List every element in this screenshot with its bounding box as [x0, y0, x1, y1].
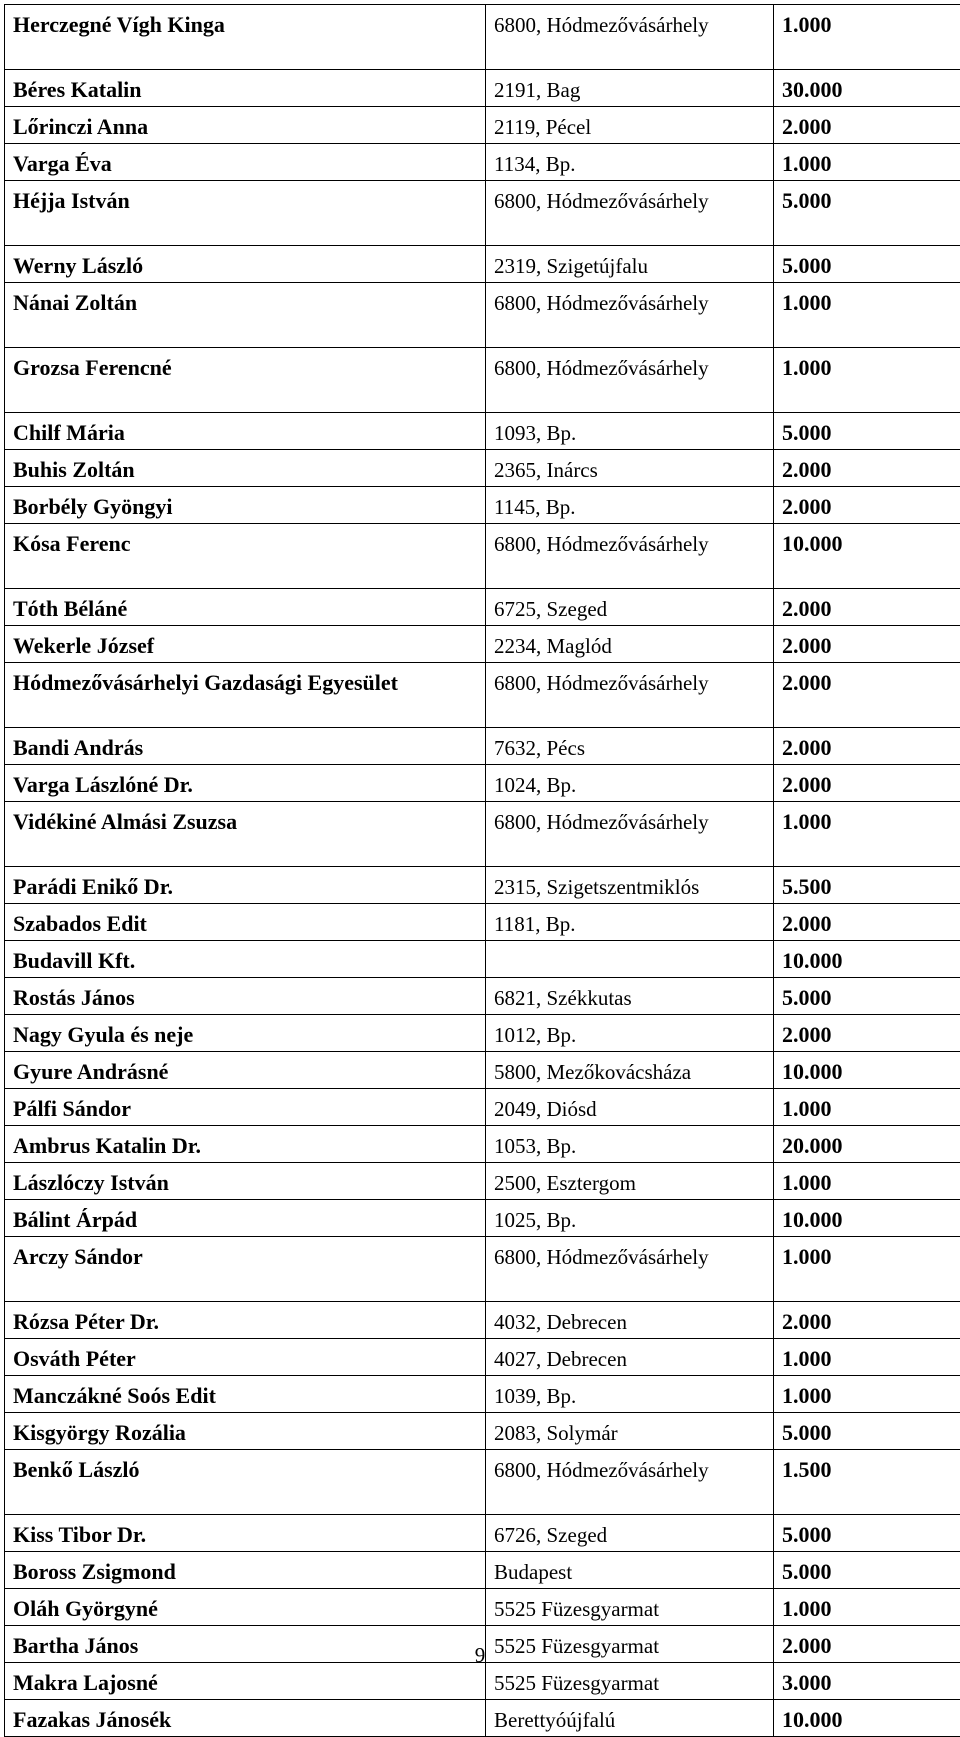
donor-table-body: [5, 5, 960, 1737]
donor-amount: 2.000: [782, 735, 832, 760]
donor-name-cell: [5, 941, 486, 978]
donor-name: Kiss Tibor Dr.: [13, 1522, 146, 1547]
donor-city-cell: [486, 1200, 774, 1237]
table-row: [5, 524, 960, 589]
donor-amount: 1.000: [782, 355, 832, 380]
donor-amount-cell: [774, 904, 960, 941]
donor-amount: 2.000: [782, 670, 832, 695]
donor-name: Hódmezővásárhelyi Gazdasági Egyesület: [13, 670, 398, 695]
donor-city: 2191, Bag: [494, 78, 580, 102]
donor-city: 1181, Bp.: [494, 912, 575, 936]
table-row: [5, 450, 960, 487]
table-row: [5, 1663, 960, 1700]
table-row: [5, 1126, 960, 1163]
donor-amount: 10.000: [782, 948, 843, 973]
donor-city: 2119, Pécel: [494, 115, 591, 139]
donor-amount: 30.000: [782, 77, 843, 102]
table-row: [5, 728, 960, 765]
donor-name-cell: [5, 1339, 486, 1376]
donor-amount-cell: [774, 181, 960, 246]
donor-city-cell: [486, 1700, 774, 1737]
donor-name: Oláh Györgyné: [13, 1596, 158, 1621]
donor-name-cell: [5, 5, 486, 70]
donor-amount-cell: [774, 107, 960, 144]
donor-amount-cell: [774, 1302, 960, 1339]
donor-amount-cell: [774, 1089, 960, 1126]
table-row: [5, 941, 960, 978]
donor-amount: 2.000: [782, 1309, 832, 1334]
donor-amount: 2.000: [782, 1022, 832, 1047]
donor-amount-cell: [774, 802, 960, 867]
donor-city-cell: [486, 802, 774, 867]
donor-city: 6800, Hódmezővásárhely: [494, 810, 709, 834]
donor-amount: 10.000: [782, 1707, 843, 1732]
donor-city-cell: [486, 765, 774, 802]
donor-amount-cell: [774, 413, 960, 450]
donor-name-cell: [5, 1700, 486, 1737]
donor-amount-cell: [774, 941, 960, 978]
donor-amount: 10.000: [782, 1207, 843, 1232]
donor-name: Manczákné Soós Edit: [13, 1383, 216, 1408]
donor-city-cell: [486, 728, 774, 765]
donor-city: 2049, Diósd: [494, 1097, 597, 1121]
donor-city: 1145, Bp.: [494, 495, 575, 519]
donor-name: Herczegné Vígh Kinga: [13, 12, 225, 37]
donor-city-cell: [486, 1589, 774, 1626]
donor-name: Werny László: [13, 253, 143, 278]
donor-amount: 2.000: [782, 1633, 832, 1658]
table-row: [5, 413, 960, 450]
donor-amount: 1.000: [782, 1346, 832, 1371]
donor-city-cell: [486, 1089, 774, 1126]
donor-name-cell: [5, 1552, 486, 1589]
donor-city: 2365, Inárcs: [494, 458, 598, 482]
donor-name-cell: [5, 626, 486, 663]
donor-city-cell: [486, 144, 774, 181]
donor-name: Béres Katalin: [13, 77, 142, 102]
donor-city: 5800, Mezőkovácsháza: [494, 1060, 691, 1084]
donor-amount: 5.000: [782, 188, 832, 213]
donor-name: Fazakas Jánosék: [13, 1707, 171, 1732]
donor-amount-cell: [774, 867, 960, 904]
donor-amount-cell: [774, 1589, 960, 1626]
donor-city: 2234, Maglód: [494, 634, 612, 658]
donor-amount-cell: [774, 5, 960, 70]
donor-name-cell: [5, 450, 486, 487]
table-row: [5, 1339, 960, 1376]
donor-amount: 2.000: [782, 772, 832, 797]
table-row: [5, 1089, 960, 1126]
donor-city-cell: [486, 1126, 774, 1163]
table-row: [5, 765, 960, 802]
table-row: [5, 802, 960, 867]
donor-name: Borbély Gyöngyi: [13, 494, 173, 519]
donor-amount-cell: [774, 663, 960, 728]
donor-amount-cell: [774, 1700, 960, 1737]
donor-city: 1093, Bp.: [494, 421, 576, 445]
donor-city: 2315, Szigetszentmiklós: [494, 875, 699, 899]
donor-name-cell: [5, 1015, 486, 1052]
donor-city: 1039, Bp.: [494, 1384, 576, 1408]
donor-name: Parádi Enikő Dr.: [13, 874, 173, 899]
table-row: [5, 1015, 960, 1052]
donor-amount: 1.000: [782, 1170, 832, 1195]
donor-name: Nagy Gyula és neje: [13, 1022, 193, 1047]
table-row: [5, 487, 960, 524]
table-row: [5, 246, 960, 283]
table-row: [5, 1052, 960, 1089]
donor-amount: 3.000: [782, 1670, 832, 1695]
donor-amount-cell: [774, 144, 960, 181]
donor-city-cell: [486, 1413, 774, 1450]
donor-name: Tóth Béláné: [13, 596, 127, 621]
donor-name-cell: [5, 1163, 486, 1200]
donor-city-cell: [486, 1052, 774, 1089]
donor-city-cell: [486, 181, 774, 246]
donor-name: Lászlóczy István: [13, 1170, 169, 1195]
donor-amount-cell: [774, 589, 960, 626]
donor-name: Budavill Kft.: [13, 948, 135, 973]
donor-amount: 10.000: [782, 1059, 843, 1084]
donor-city: 1024, Bp.: [494, 773, 576, 797]
donor-amount: 2.000: [782, 457, 832, 482]
donor-amount: 2.000: [782, 911, 832, 936]
table-row: [5, 1515, 960, 1552]
donor-amount-cell: [774, 1515, 960, 1552]
donor-name-cell: [5, 181, 486, 246]
donor-city: 5525 Füzesgyarmat: [494, 1671, 659, 1695]
donor-city-cell: [486, 1515, 774, 1552]
donor-amount-cell: [774, 1450, 960, 1515]
donor-amount: 2.000: [782, 633, 832, 658]
donor-city: 6800, Hódmezővásárhely: [494, 532, 709, 556]
donor-amount-cell: [774, 524, 960, 589]
donor-name-cell: [5, 70, 486, 107]
donor-amount-cell: [774, 487, 960, 524]
donor-amount: 1.000: [782, 1244, 832, 1269]
donor-name-cell: [5, 1450, 486, 1515]
table-row: [5, 144, 960, 181]
donor-city: 6800, Hódmezővásárhely: [494, 1245, 709, 1269]
donor-city-cell: [486, 1015, 774, 1052]
donor-amount-cell: [774, 1052, 960, 1089]
donor-amount: 1.000: [782, 1096, 832, 1121]
donor-amount: 1.000: [782, 1383, 832, 1408]
donor-name: Rózsa Péter Dr.: [13, 1309, 159, 1334]
donor-name: Kisgyörgy Rozália: [13, 1420, 186, 1445]
donor-amount-cell: [774, 70, 960, 107]
donor-city-cell: [486, 348, 774, 413]
table-row: [5, 1237, 960, 1302]
donor-amount-cell: [774, 348, 960, 413]
donor-city: 6821, Székkutas: [494, 986, 632, 1010]
donor-name-cell: [5, 487, 486, 524]
donor-amount: 5.000: [782, 420, 832, 445]
donor-city-cell: [486, 1376, 774, 1413]
donor-name-cell: [5, 1200, 486, 1237]
table-row: [5, 904, 960, 941]
table-row: [5, 1413, 960, 1450]
donor-city: 4027, Debrecen: [494, 1347, 627, 1371]
donor-amount-cell: [774, 450, 960, 487]
donor-name: Rostás János: [13, 985, 135, 1010]
donor-name-cell: [5, 524, 486, 589]
donor-amount-cell: [774, 1376, 960, 1413]
donor-name: Wekerle József: [13, 633, 154, 658]
table-row: [5, 283, 960, 348]
donor-name-cell: [5, 1052, 486, 1089]
donor-amount: 20.000: [782, 1133, 843, 1158]
donor-name-cell: [5, 1089, 486, 1126]
donor-city: 6800, Hódmezővásárhely: [494, 671, 709, 695]
donor-city-cell: [486, 589, 774, 626]
donor-name-cell: [5, 765, 486, 802]
donor-city: Berettyóújfalú: [494, 1708, 615, 1732]
donor-city-cell: [486, 1163, 774, 1200]
table-row: [5, 1450, 960, 1515]
donor-amount-cell: [774, 1200, 960, 1237]
table-row: [5, 1700, 960, 1737]
donor-city: 1012, Bp.: [494, 1023, 576, 1047]
donor-amount: 2.000: [782, 494, 832, 519]
donor-name-cell: [5, 1515, 486, 1552]
donor-amount: 5.000: [782, 1559, 832, 1584]
donor-amount: 2.000: [782, 596, 832, 621]
donor-name-cell: [5, 283, 486, 348]
donor-city: 7632, Pécs: [494, 736, 585, 760]
donor-amount: 5.500: [782, 874, 832, 899]
donor-name-cell: [5, 413, 486, 450]
table-row: [5, 107, 960, 144]
page-number: 9: [0, 1643, 960, 1668]
donor-amount: 1.000: [782, 809, 832, 834]
donor-amount-cell: [774, 1015, 960, 1052]
donor-name: Osváth Péter: [13, 1346, 136, 1371]
donor-amount-cell: [774, 1552, 960, 1589]
donor-name: Makra Lajosné: [13, 1670, 158, 1695]
donor-name: Buhis Zoltán: [13, 457, 135, 482]
donor-amount-cell: [774, 1163, 960, 1200]
donor-name: Gyure Andrásné: [13, 1059, 168, 1084]
donor-amount: 10.000: [782, 531, 843, 556]
donor-name: Bálint Árpád: [13, 1207, 137, 1232]
donor-city-cell: [486, 70, 774, 107]
donor-name-cell: [5, 867, 486, 904]
donor-city: 6725, Szeged: [494, 597, 607, 621]
donor-name-cell: [5, 1589, 486, 1626]
donor-amount-cell: [774, 246, 960, 283]
donor-amount: 1.500: [782, 1457, 832, 1482]
table-row: [5, 978, 960, 1015]
donor-amount: 1.000: [782, 12, 832, 37]
donor-city-cell: [486, 904, 774, 941]
donor-name: Nánai Zoltán: [13, 290, 137, 315]
donor-city-cell: [486, 1450, 774, 1515]
donor-name-cell: [5, 1376, 486, 1413]
donor-city-cell: [486, 413, 774, 450]
donor-table: [4, 4, 960, 1737]
donor-name: Varga Éva: [13, 151, 112, 176]
donor-name: Grozsa Ferencné: [13, 355, 172, 380]
donor-amount-cell: [774, 1413, 960, 1450]
donor-city: 6800, Hódmezővásárhely: [494, 13, 709, 37]
donor-city-cell: [486, 1663, 774, 1700]
donor-name-cell: [5, 1663, 486, 1700]
donor-city-cell: [486, 626, 774, 663]
donor-name-cell: [5, 904, 486, 941]
donor-name-cell: [5, 728, 486, 765]
donor-city: 5525 Füzesgyarmat: [494, 1634, 659, 1658]
donor-city: 2500, Esztergom: [494, 1171, 636, 1195]
donor-city-cell: [486, 1339, 774, 1376]
donor-city: 1134, Bp.: [494, 152, 575, 176]
donor-amount-cell: [774, 765, 960, 802]
donor-name: Pálfi Sándor: [13, 1096, 131, 1121]
table-row: [5, 1302, 960, 1339]
donor-amount-cell: [774, 1339, 960, 1376]
table-row: [5, 1163, 960, 1200]
donor-name: Benkő László: [13, 1457, 140, 1482]
table-row: [5, 1200, 960, 1237]
donor-city: 6800, Hódmezővásárhely: [494, 291, 709, 315]
table-row: [5, 1376, 960, 1413]
donor-name-cell: [5, 246, 486, 283]
donor-name: Lőrinczi Anna: [13, 114, 148, 139]
donor-amount: 5.000: [782, 253, 832, 278]
donor-city: 6800, Hódmezővásárhely: [494, 356, 709, 380]
donor-city: 6800, Hódmezővásárhely: [494, 189, 709, 213]
donor-city-cell: [486, 107, 774, 144]
donor-name: Varga Lászlóné Dr.: [13, 772, 193, 797]
donor-city-cell: [486, 867, 774, 904]
donor-amount: 1.000: [782, 1596, 832, 1621]
donor-name: Arczy Sándor: [13, 1244, 143, 1269]
donor-name-cell: [5, 663, 486, 728]
donor-city-cell: [486, 663, 774, 728]
table-row: [5, 867, 960, 904]
donor-city-cell: [486, 1552, 774, 1589]
donor-city: 5525 Füzesgyarmat: [494, 1597, 659, 1621]
table-row: [5, 589, 960, 626]
donor-name-cell: [5, 978, 486, 1015]
donor-name-cell: [5, 802, 486, 867]
donor-amount-cell: [774, 978, 960, 1015]
donor-name: Boross Zsigmond: [13, 1559, 176, 1584]
donor-name: Bartha János: [13, 1633, 138, 1658]
donor-name: Chilf Mária: [13, 420, 125, 445]
donor-city-cell: [486, 1237, 774, 1302]
donor-city: 1025, Bp.: [494, 1208, 576, 1232]
table-row: [5, 181, 960, 246]
table-row: [5, 663, 960, 728]
table-row: [5, 70, 960, 107]
donor-amount: 5.000: [782, 1420, 832, 1445]
table-row: [5, 5, 960, 70]
donor-name: Héjja István: [13, 188, 130, 213]
donor-amount: 5.000: [782, 985, 832, 1010]
donor-city-cell: [486, 1302, 774, 1339]
donor-amount-cell: [774, 283, 960, 348]
donor-amount-cell: [774, 1663, 960, 1700]
donor-name-cell: [5, 1126, 486, 1163]
donor-amount-cell: [774, 728, 960, 765]
donor-city-cell: [486, 5, 774, 70]
donor-city: 6726, Szeged: [494, 1523, 607, 1547]
donor-name: Vidékiné Almási Zsuzsa: [13, 809, 237, 834]
donor-name: Bandi András: [13, 735, 143, 760]
donor-name: Szabados Edit: [13, 911, 147, 936]
donor-name-cell: [5, 107, 486, 144]
table-row: [5, 1552, 960, 1589]
donor-name-cell: [5, 1237, 486, 1302]
donor-name: Ambrus Katalin Dr.: [13, 1133, 201, 1158]
donor-city-cell: [486, 246, 774, 283]
donor-name-cell: [5, 348, 486, 413]
table-row: [5, 1589, 960, 1626]
donor-amount: 1.000: [782, 151, 832, 176]
donor-city-cell: [486, 487, 774, 524]
donor-city: 6800, Hódmezővásárhely: [494, 1458, 709, 1482]
donor-city: 2083, Solymár: [494, 1421, 618, 1445]
donor-name: Kósa Ferenc: [13, 531, 131, 556]
donor-amount: 2.000: [782, 114, 832, 139]
donor-city: 4032, Debrecen: [494, 1310, 627, 1334]
donor-amount-cell: [774, 1126, 960, 1163]
donor-city: 1053, Bp.: [494, 1134, 576, 1158]
donor-city-cell: [486, 524, 774, 589]
donor-city-cell: [486, 941, 774, 978]
table-row: [5, 626, 960, 663]
donor-city: 2319, Szigetújfalu: [494, 254, 648, 278]
donor-amount: 5.000: [782, 1522, 832, 1547]
donor-amount: 1.000: [782, 290, 832, 315]
donor-name-cell: [5, 589, 486, 626]
donor-city-cell: [486, 283, 774, 348]
table-row: [5, 348, 960, 413]
donor-city: Budapest: [494, 1560, 572, 1584]
donor-city-cell: [486, 978, 774, 1015]
donor-amount-cell: [774, 626, 960, 663]
donor-name-cell: [5, 144, 486, 181]
donor-amount-cell: [774, 1237, 960, 1302]
donor-name-cell: [5, 1302, 486, 1339]
donor-city-cell: [486, 450, 774, 487]
donor-name-cell: [5, 1413, 486, 1450]
